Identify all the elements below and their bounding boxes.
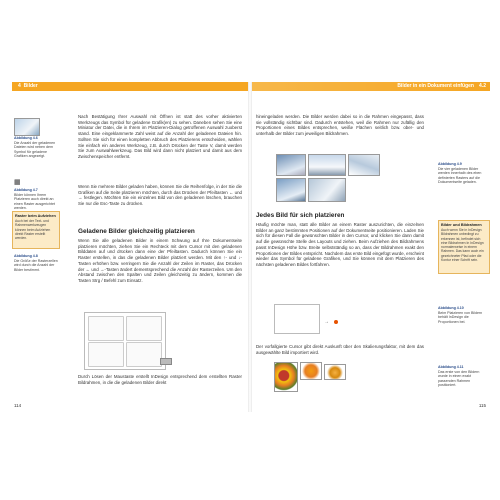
photo-thumbnail — [276, 154, 306, 176]
left-chapter-label — [18, 82, 38, 91]
right-body-paragraph-3: Der vorfallgierte Cursor gibt direkt Auskunft über den Skalierungsfaktor, mit dem das ausgewählte Bild importiert wird. — [256, 344, 424, 355]
figure-label: Abbildung 4.7 — [14, 188, 38, 192]
figure-text: Bilder können Ihrem Platzieren auch direkt an einen Raster ausgerichtet werden. — [14, 192, 55, 211]
figure-4-6-image — [14, 118, 40, 136]
tip-title: Raster beim Aufziehen — [15, 214, 56, 218]
figure-4-10-caption — [438, 306, 486, 324]
cursor-marker — [334, 320, 338, 324]
arrow-icon: → — [324, 319, 329, 325]
grid-cell — [88, 316, 124, 341]
figure-text: Die Anzahl der geladenen Dateien wird neben dem Symbol für geladene Grafiken angezeigt. — [14, 140, 56, 159]
left-header-bar — [12, 82, 248, 91]
left-page — [12, 82, 248, 412]
grid-icon: ▦ — [14, 179, 21, 186]
figure-4-7-caption — [14, 188, 58, 211]
figure-text: Das erste von den Bildern wurde in einen exakt passenden Rahmen positioniert. — [438, 369, 480, 388]
left-body-paragraph-1: Nach Bestätigung Ihrer Auswahl mit Öffnen ist statt des vorher aktivierten Werkzeugs das Symbol für geladene Grafik(en) zu sehen. Daneben sehen Sie eine Miniatur der Datei, die in Ihrem im Platzieren-Dialog getroffenen Auswahl zuoberst stand. Eine eingeklammerte Zahl weist auf die Anzahl der geladenen Dateien hin. Sollten Sie sich für einen kompletten Abbruch des Platzierens entscheiden, wählen Sie einfach ein anderes Werkzeug, z.B. durch Drücken der Taste V, damit werden Sie zum Auswahlwerkzeug. Das Bild wird dann nicht platziert und damit aus dem Zwischenspeicher entfernt. — [78, 114, 242, 159]
left-body-paragraph-2: Wenn Sie mehrere Bilder geladen haben, können Sie die Reihenfolge, in der Sie die Grafiken auf die Seite platzieren möchten, durch das Drücken der Pfeiltasten ← und → festlegen. Möchten Sie ein einzelnes Bild von den geladenen löschen, brauchen Sie nur die Esc-Taste zu drücken. — [78, 184, 242, 207]
figure-label: Abbildung 4.10 — [438, 306, 464, 310]
right-section-title: Bilder in ein Dokument einfügen — [397, 83, 474, 89]
left-section-heading: Geladene Bilder gleichzeitig platzieren — [78, 228, 195, 235]
left-body-paragraph-3: Wenn Sie alle geladenen Bilder in einem Schwung auf Ihre Dokumentseite platzieren möchten, ziehen Sie ein Rechteck mit dem Cursor mit den geladenen Bilddaten auf und drücken dann eine der Pfeiltasten. Dadurch können Sie ein Raster erstellen, in das die geladenen Bilder platziert werden. Mit den ↑- und ↓-Tasten erhöhen bzw. verringern Sie die Anzahl der Zeilen im Raster, das Drücken der ← und →-Tasten ändert dementsprechend die Anzahl der Rasterzeilen. Um den Abstand zwischen den Spalten und Zeilen gleichzeitig zu ändern, kommen die Tasten Strg / Befehl zum Einsatz. — [78, 238, 242, 283]
figure-4-9-caption — [438, 162, 486, 185]
figure-text: Beim Platzieren von Bildern behält InDesign die Proportionen bei. — [438, 310, 483, 324]
right-body-paragraph-1: hineingeladen werden. Die Bilder werden dabei so in die Rahmen eingepasst, dass sie vollständig sichtbar sind. Dadurch entstehen, weil die Rahmen nur zufällig den Proportionen eines Bildes entsprechen, weiße Flächen seitlich bzw. ober- und unterhalb der Bilder zum jeweiligen Bildrahmen. — [256, 114, 424, 137]
figure-label: Abbildung 4.8 — [14, 254, 38, 258]
photo-thumbnail — [308, 154, 346, 176]
figure-label: Abbildung 4.11 — [438, 365, 464, 369]
grid-cell — [126, 316, 162, 341]
figure-label: Abbildung 4.9 — [438, 162, 462, 166]
figure-text: Die vier geladenen Bilder werden innerhalb des eben definierten Rasters auf die Dokumentseite geladen. — [438, 166, 482, 185]
right-header-bar — [252, 82, 490, 91]
fruit-photo — [274, 362, 298, 392]
grid-cell — [88, 342, 124, 367]
loaded-graphic-cursor — [160, 358, 172, 365]
tip-text: Auch bei der Text- und Rahmenwerkzeugen können beim Aufziehen direkt Raster erstellt werden. — [15, 219, 51, 241]
figure-4-6-caption — [14, 136, 58, 159]
right-section-number: 4.2 — [479, 83, 486, 89]
figure-4-9-images — [266, 154, 416, 204]
figure-4-8-caption — [14, 254, 58, 272]
photo-thumbnail — [308, 178, 346, 202]
fruit-photo — [324, 364, 346, 380]
right-page-number: 115 — [478, 403, 486, 408]
grid-cell — [126, 342, 162, 367]
right-page — [252, 82, 490, 412]
figure-4-8-grid — [84, 312, 166, 370]
fruit-photo — [300, 362, 322, 380]
chapter-title: Bilder — [23, 83, 38, 89]
figure-4-11-images — [274, 362, 354, 392]
figure-4-10-frame — [274, 304, 320, 334]
figure-4-11-caption — [438, 365, 486, 388]
chapter-number: 4 — [18, 83, 21, 89]
right-section-heading: Jedes Bild für sich platzieren — [256, 212, 345, 219]
tip-title: Bilder und Bildrahmen — [441, 223, 482, 227]
left-body-paragraph-4: Durch Lösen der Maustaste erstellt InDesign entsprechend dem erstellten Raster Bildrahmen, in die die geladenen Bilder direkt — [78, 374, 242, 385]
figure-label: Abbildung 4.6 — [14, 136, 38, 140]
photo-thumbnail — [348, 154, 380, 176]
photo-thumbnail — [276, 178, 306, 202]
tip-box-bilder — [438, 220, 490, 274]
tip-box-raster — [12, 211, 60, 249]
right-body-paragraph-2: Häufig möchte man, statt alle Bilder an einem Raster auszurichten, die einzelnen Bilder an ganz bestimmten Positionen auf der Dokumentseite positionieren. Laden Sie sich für diesen Fall die gewünschten Bilder in den Cursor, und klicken Sie dann damit auf die gewünschte Stelle des Layouts und ziehen. Beim Aufziehen des Bildrahmens passt InDesign Höhe bzw. Breite selbstständig so an, dass der Bildrahmen exakt den Proportionen der Bildes entspricht. Nachdem das erste Bild eingefügt wurde, erscheint wieder das Symbol für geladene Grafiken, und Sie können mit dem Platzieren des nächsten geladenen Bildes fortfahren. — [256, 222, 424, 267]
figure-text: Die Größe der Rasterzellen wird durch die Anzahl der Bilder bestimmt. — [14, 258, 58, 272]
tip-text: Auch wenn Sie in InDesign Bildrahmen unbedingt zu erkennen ist, befindet sich eine Bildrahmen In InDesign normalerweise in einem Rahmen. Das kann auch ein gezeichneter Pfad oder die Kontur einer Schrift sein. — [441, 228, 484, 263]
left-page-number: 114 — [14, 403, 22, 408]
